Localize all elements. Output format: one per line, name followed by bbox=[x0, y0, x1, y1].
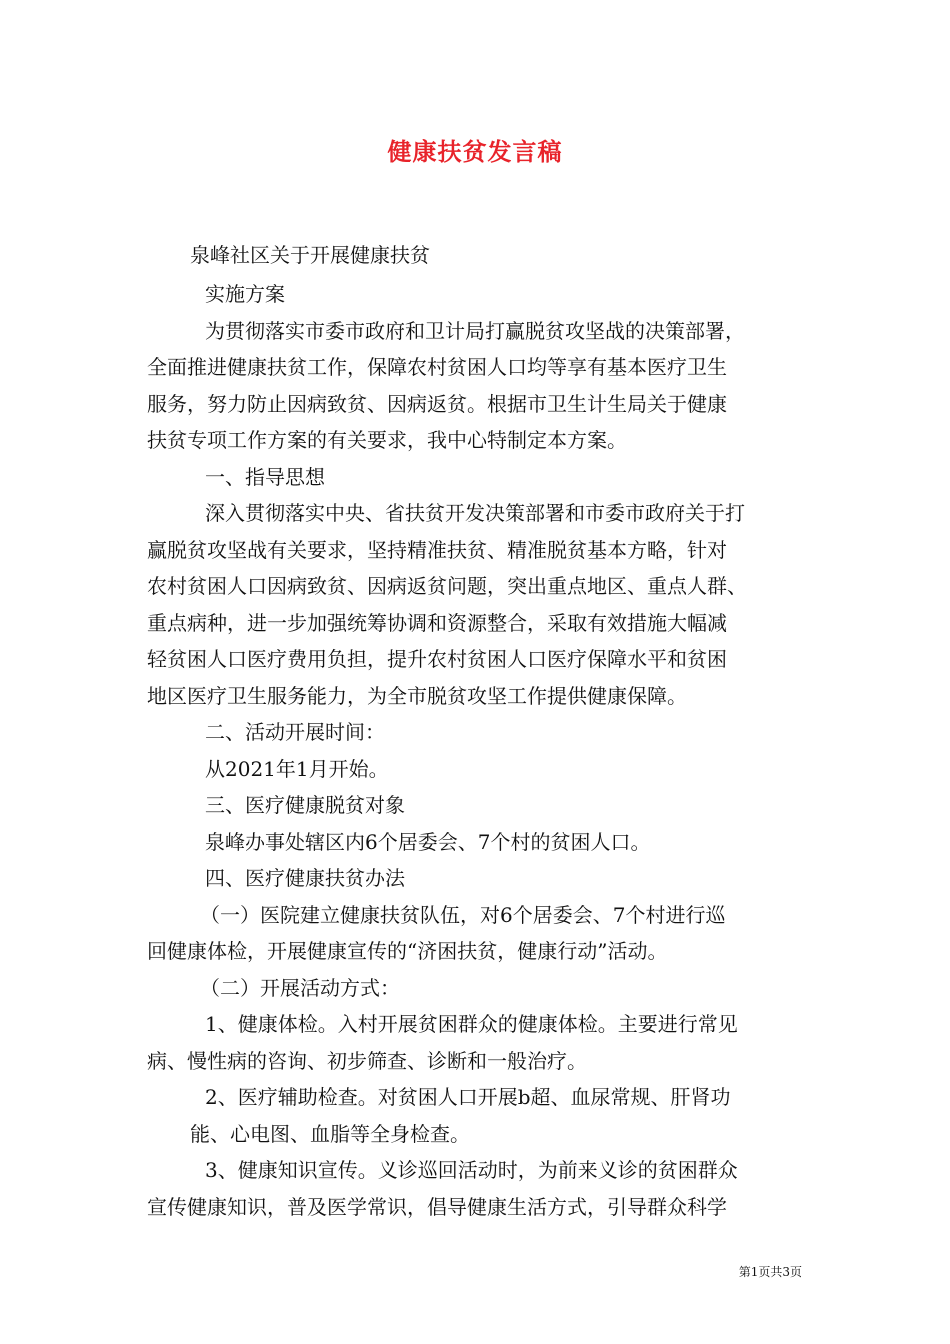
paragraph-line: 能、心电图、血脂等全身检查。 bbox=[190, 1122, 470, 1146]
paragraph-line: 3、健康知识宣传。义诊巡回活动时，为前来义诊的贫困群众 bbox=[205, 1158, 738, 1182]
paragraph-line: 深入贯彻落实中央、省扶贫开发决策部署和市委市政府关于打 bbox=[205, 501, 745, 525]
paragraph-line: 为贯彻落实市委市政府和卫计局打赢脱贫攻坚战的决策部署， bbox=[205, 319, 745, 343]
section-heading: 四、医疗健康扶贫办法 bbox=[205, 866, 405, 890]
paragraph-line: 宣传健康知识，普及医学常识，倡导健康生活方式，引导群众科学 bbox=[147, 1195, 727, 1219]
section-heading: 二、活动开展时间： bbox=[205, 720, 385, 744]
paragraph-line: 泉峰办事处辖区内6个居委会、7个村的贫困人口。 bbox=[205, 830, 651, 854]
paragraph-line: 赢脱贫攻坚战有关要求，坚持精准扶贫、精准脱贫基本方略，针对 bbox=[147, 538, 727, 562]
document-title: 健康扶贫发言稿 bbox=[387, 137, 563, 166]
paragraph-line: 农村贫困人口因病致贫、因病返贫问题，突出重点地区、重点人群、 bbox=[147, 574, 747, 598]
paragraph-line: 1、健康体检。入村开展贫困群众的健康体检。主要进行常见 bbox=[205, 1012, 738, 1036]
paragraph-line: 轻贫困人口医疗费用负担，提升农村贫困人口医疗保障水平和贫困 bbox=[147, 647, 727, 671]
paragraph-line: 扶贫专项工作方案的有关要求，我中心特制定本方案。 bbox=[147, 428, 627, 452]
paragraph-line: （一）医院建立健康扶贫队伍，对6个居委会、7个村进行巡 bbox=[200, 903, 726, 927]
paragraph-line: （二）开展活动方式： bbox=[200, 976, 400, 1000]
paragraph-line: 2、医疗辅助检查。对贫困人口开展b超、血尿常规、肝肾功 bbox=[205, 1085, 731, 1109]
section-heading: 一、指导思想 bbox=[205, 465, 325, 489]
paragraph-line: 重点病种，进一步加强统筹协调和资源整合，采取有效措施大幅减 bbox=[147, 611, 727, 635]
section-heading: 三、医疗健康脱贫对象 bbox=[205, 793, 405, 817]
paragraph-line: 服务，努力防止因病致贫、因病返贫。根据市卫生计生局关于健康 bbox=[147, 392, 727, 416]
paragraph-line: 从2021年1月开始。 bbox=[205, 757, 389, 781]
page-number-footer: 第1页共3页 bbox=[738, 1265, 802, 1279]
paragraph-line: 泉峰社区关于开展健康扶贫 bbox=[190, 243, 430, 267]
paragraph-line: 全面推进健康扶贫工作，保障农村贫困人口均等享有基本医疗卫生 bbox=[147, 355, 727, 379]
paragraph-line: 病、慢性病的咨询、初步筛查、诊断和一般治疗。 bbox=[147, 1049, 587, 1073]
paragraph-line: 实施方案 bbox=[205, 282, 285, 306]
paragraph-line: 回健康体检，开展健康宣传的“济困扶贫，健康行动”活动。 bbox=[147, 939, 668, 963]
paragraph-line: 地区医疗卫生服务能力，为全市脱贫攻坚工作提供健康保障。 bbox=[147, 684, 687, 708]
